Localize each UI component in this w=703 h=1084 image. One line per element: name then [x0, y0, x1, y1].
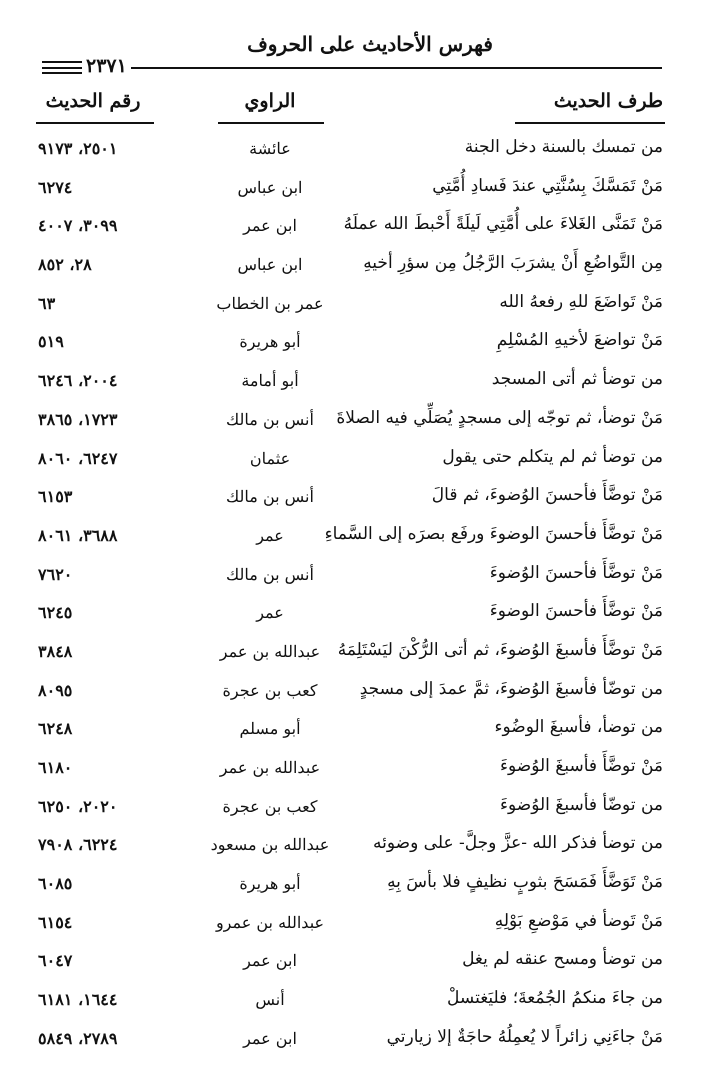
table-row: [0, 984, 703, 1023]
table-row: [0, 443, 703, 482]
hadith-tarf: مَنْ تَمَنَّى الغَلاءَ على أُمَّتِي لَيلَةً أَحْبطَ الله عملَهُ: [343, 214, 663, 235]
hadith-number: ٥١٩: [38, 332, 64, 352]
narrator-name: كعب بن عجرة: [222, 796, 318, 816]
narrator-name: عبدالله بن عمر: [219, 641, 321, 661]
table-row: [0, 636, 703, 675]
hadith-tarf: من توضأ ثم لم يتكلم حتى يقول: [442, 446, 663, 467]
column-header-raqm: رقم الحديث: [45, 90, 141, 112]
rawi-header-underline: [218, 122, 324, 124]
hadith-number: ٢٥٠١، ٩١٧٣: [38, 139, 118, 158]
hadith-number: ٦٢٢٤، ٧٩٠٨: [38, 835, 118, 855]
hadith-number: ٣٨٤٨: [38, 641, 73, 661]
hadith-number: ٦٢٧٤: [38, 177, 73, 197]
narrator-name: ابن عمر: [243, 1028, 297, 1048]
table-row: [0, 520, 703, 559]
table-row: [0, 481, 703, 520]
narrator-name: عبدالله بن عمر: [219, 758, 321, 777]
narrator-name: عمر: [256, 525, 284, 545]
hadith-tarf: مَنْ تَواضَعَ للهِ رفعهُ الله: [499, 291, 663, 312]
hadith-tarf: مَنْ توضَّأَ فأحسنَ الوضوءَ: [489, 601, 663, 622]
hadith-number: ٢٨، ٨٥٢: [38, 255, 92, 275]
table-row: [0, 945, 703, 984]
table-row: [0, 326, 703, 365]
narrator-name: أبو هريرة: [239, 332, 301, 352]
hadith-tarf: مَنْ تواضعَ لأخيهِ المُسْلِمِ: [496, 330, 663, 351]
hadith-number: ٦٢٤٧، ٨٠٦٠: [38, 448, 118, 468]
raqm-header-underline: [36, 122, 154, 124]
hadith-number: ٦٠٤٧: [38, 951, 73, 971]
hadith-tarf: من جاءَ منكمُ الجُمُعةَ؛ فليَغتسلْ: [447, 988, 663, 1009]
hadith-tarf: من توضّأ فأسبغَ الوُضوءَ، ثمَّ عمدَ إلى مسجدٍ: [359, 678, 663, 699]
narrator-name: أنس بن مالك: [226, 409, 314, 429]
hadith-tarf: مَنْ توضَّأَ فأحسنَ الوُضوءَ: [489, 562, 663, 583]
narrator-name: عائشة: [249, 139, 291, 158]
narrator-name: ابن عمر: [243, 951, 297, 971]
hadith-number: ٦٠٨٥: [38, 874, 73, 894]
hadith-tarf: من توضأ، فأسبغَ الوضُوء: [494, 717, 663, 738]
hadith-tarf: مَنْ توضأ، ثم توجّه إلى مسجدٍ يُصَلِّي فيه الصلاةَ: [336, 407, 663, 428]
hadith-tarf: مَنْ تَوضأ في مَوْضعِ بَوْلِهِ: [494, 910, 663, 931]
column-header-rawi: الراوي: [244, 90, 296, 112]
narrator-name: عمر: [256, 603, 284, 623]
hadith-tarf: من توضأ ومسح عنقه لم يغل: [462, 949, 663, 970]
hadith-number: ٦٣: [38, 293, 56, 313]
narrator-name: أنس بن مالك: [226, 487, 314, 507]
table-row: [0, 829, 703, 868]
narrator-name: عبدالله بن مسعود: [210, 835, 330, 855]
hadith-number: ٦١٨٠: [38, 758, 73, 777]
hadith-tarf: من توضأ فذكر الله -عزَّ وجلَّ- على وضوئه: [373, 833, 663, 854]
narrator-name: أنس: [255, 990, 285, 1010]
table-row: [0, 365, 703, 404]
hadith-number: ٨٠٩٥: [38, 680, 73, 700]
table-row: [0, 404, 703, 443]
hadith-tarf: من تمسك بالسنة دخل الجنة: [464, 137, 663, 157]
hadith-number: ٧٦٢٠: [38, 564, 73, 584]
header-title: فهرس الأحاديث على الحروف: [247, 32, 493, 56]
column-header-tarf: طرف الحديث: [553, 90, 663, 112]
hadith-number: ٦٢٤٥: [38, 603, 73, 623]
hadith-index-table: [0, 133, 703, 1062]
table-row: [0, 559, 703, 598]
table-row: [0, 713, 703, 752]
hadith-number: ٦١٥٤: [38, 912, 73, 932]
narrator-name: أبو أمامة: [241, 371, 299, 391]
header-rule: [42, 67, 662, 69]
narrator-name: عمر بن الخطاب: [216, 293, 324, 313]
hadith-number: ١٧٢٣، ٣٨٦٥: [38, 409, 118, 429]
narrator-name: أبو مسلم: [239, 719, 301, 739]
hadith-tarf: مَنْ توضَّأَ فأحسنَ الوضوءَ ورفَع بصرَه إلى السَّماءِ: [324, 523, 663, 544]
hadith-tarf: مَنْ تَوَضَّأَ فَمَسَحَ بثوبٍ نظيفٍ فلا بأسَ بِهِ: [387, 872, 663, 893]
hadith-number: ٦١٥٣: [38, 487, 73, 507]
table-row: [0, 210, 703, 249]
hadith-number: ٣٦٨٨، ٨٠٦١: [38, 525, 118, 545]
narrator-name: أنس بن مالك: [226, 564, 314, 584]
tarf-header-underline: [515, 122, 665, 124]
hadith-tarf: مَنْ توضَّأَ فأسبغَ الوُضوءَ، ثم أتى الرُّكْنَ ليَسْتَلِمَهُ: [337, 639, 663, 660]
hadith-number: ٦٢٤٨: [38, 719, 73, 739]
table-row: [0, 752, 703, 791]
hadith-number: ٢٠٠٤، ٦٢٤٦: [38, 371, 118, 391]
narrator-name: ابن عباس: [237, 255, 303, 275]
table-row: [0, 597, 703, 636]
hadith-number: ٢٠٢٠، ٦٢٥٠: [38, 796, 118, 816]
table-row: [0, 907, 703, 946]
table-row: [0, 288, 703, 327]
hadith-tarf: مَنْ تَمَسَّكَ بِسُنَّتِي عندَ فَسادِ أُمَّتِي: [432, 175, 663, 196]
table-row: [0, 675, 703, 714]
hadith-number: ٣٠٩٩، ٤٠٠٧: [38, 216, 118, 236]
hadith-tarf: مَنْ توضَّأَ فأسبغَ الوُضوءَ: [499, 756, 663, 776]
table-row: [0, 249, 703, 288]
page-number: ٢٣٧١: [82, 56, 131, 76]
narrator-name: أبو هريرة: [239, 874, 301, 894]
narrator-name: عبدالله بن عمرو: [215, 912, 325, 932]
table-row: [0, 1023, 703, 1062]
narrator-name: ابن عمر: [243, 216, 297, 236]
hadith-tarf: من توضّأ فأسبغَ الوُضوءَ: [499, 794, 663, 815]
table-row: [0, 172, 703, 211]
hadith-tarf: مِن التَّواضُعِ أَنْ يشرَبَ الرَّجُلُ مِن سؤرِ أخيهِ: [363, 253, 663, 274]
hadith-tarf: مَنْ جاءَنِي زائراً لا يُعمِلُهُ حاجَةٌ إلا زيارتي: [386, 1026, 663, 1047]
narrator-name: كعب بن عجرة: [222, 680, 318, 700]
hadith-tarf: مَنْ توضَّأَ فأحسنَ الوُضوءَ، ثم قالَ: [431, 485, 663, 506]
column-headers: [0, 90, 703, 120]
narrator-name: ابن عباس: [237, 177, 303, 197]
table-row: [0, 791, 703, 830]
hadith-number: ٢٧٨٩، ٥٨٤٩: [38, 1028, 118, 1048]
hadith-number: ١٦٤٤، ٦١٨١: [38, 990, 118, 1010]
narrator-name: عثمان: [249, 448, 291, 468]
hadith-tarf: من توضأ ثم أتى المسجد: [491, 369, 663, 390]
table-row: [0, 133, 703, 172]
table-row: [0, 868, 703, 907]
